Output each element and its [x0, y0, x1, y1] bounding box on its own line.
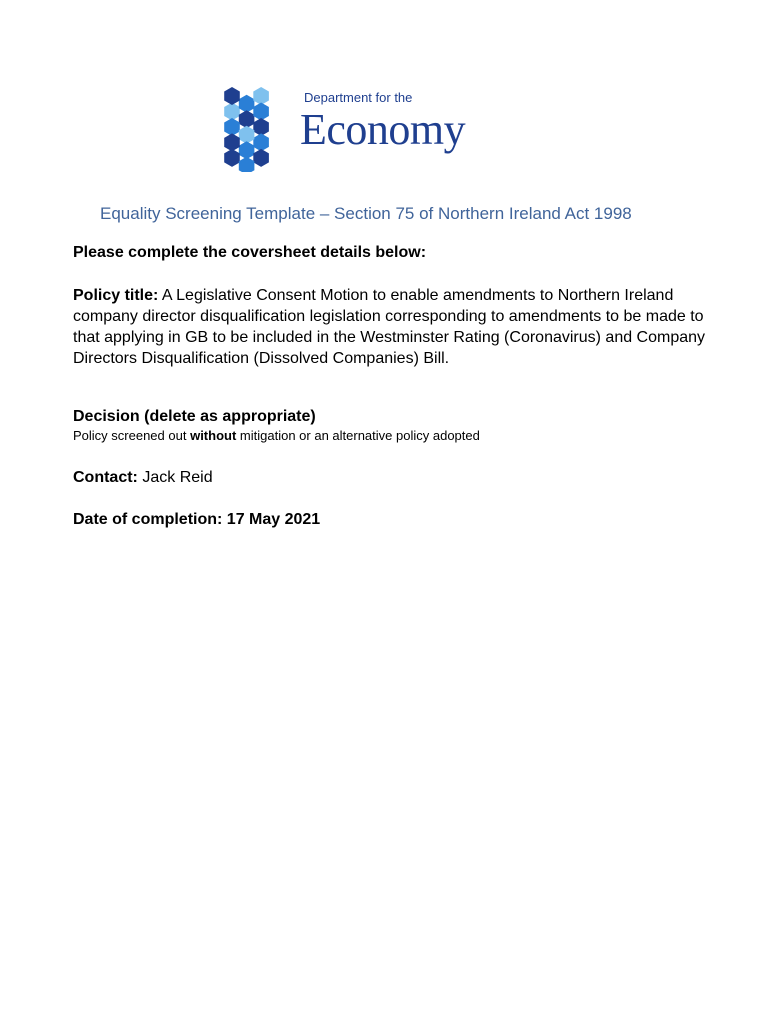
logo-hexagon	[239, 157, 255, 172]
logo-hexagon	[224, 87, 240, 105]
logo-hexagon	[239, 110, 255, 128]
department-logo	[220, 86, 466, 176]
hexagon-cluster-icon	[220, 86, 290, 172]
decision-text-before: Policy screened out	[73, 428, 187, 443]
contact-value: Jack Reid	[142, 469, 213, 486]
logo-hexagon	[224, 149, 240, 167]
contact-label: Contact:	[73, 469, 138, 486]
policy-title-label: Policy title:	[73, 287, 159, 304]
completion-date-label: Date of completion:	[73, 511, 223, 528]
logo-hexagon	[239, 141, 255, 159]
decision-block	[73, 408, 713, 443]
policy-title-text: A Legislative Consent Motion to enable amendments to Northern Ireland company director disqualification legislation corresponding to amendments to be made to that applying in GB to be included in the Westminster Rating (Coronavirus) and Company Directors Disqualification (Dissolved Companies) Bill.	[73, 287, 706, 367]
logo-hexagon	[224, 118, 240, 136]
completion-date-value: 17 May 2021	[226, 511, 321, 528]
logo-hexagon	[224, 133, 240, 151]
logo-hexagon	[253, 103, 269, 121]
logo-hexagon	[253, 87, 269, 105]
logo-department-text: Department for the	[304, 90, 413, 105]
decision-text	[73, 428, 713, 443]
logo-hexagon	[253, 118, 269, 136]
logo-economy-text: Economy	[300, 105, 466, 154]
page-subtitle: Equality Screening Template – Section 75 of Northern Ireland Act 1998	[100, 204, 632, 223]
completion-date-block	[73, 511, 713, 529]
decision-text-emphasis: without	[190, 428, 237, 443]
logo-hexagon	[253, 133, 269, 151]
logo-hexagon	[239, 126, 255, 144]
logo-hexagon	[253, 149, 269, 167]
logo-hexagon	[224, 103, 240, 121]
contact-block	[73, 469, 713, 487]
decision-text-after: mitigation or an alternative policy adopted	[239, 428, 480, 443]
logo-hexagon	[239, 95, 255, 113]
decision-heading: Decision (delete as appropriate)	[73, 408, 316, 425]
coversheet-heading: Please complete the coversheet details below:	[73, 244, 427, 261]
policy-title-block	[73, 285, 713, 369]
